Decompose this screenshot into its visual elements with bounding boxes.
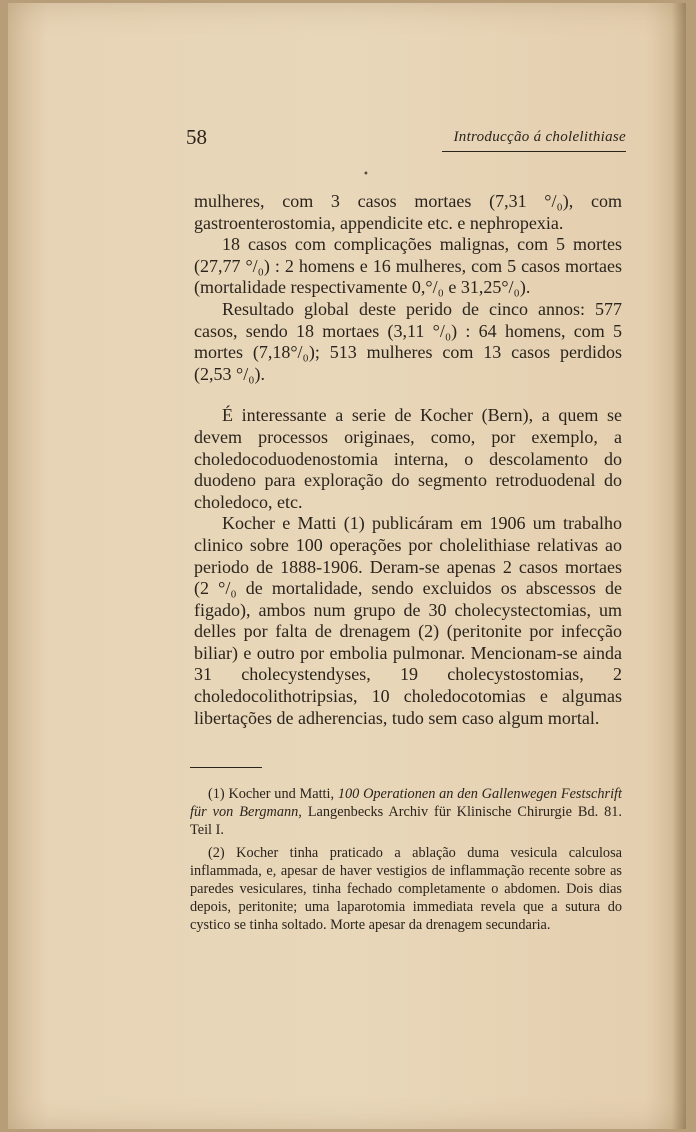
- page-edge-shadow: [672, 3, 686, 1129]
- header-rule: [442, 151, 626, 152]
- footnote-text: Kocher tinha praticado a ablação duma vesicula calculosa inflammada, e, apesar de haver vestigios de inflammação recente sobre as paredes vesiculares, tinha fechado completamente o abdomen. Dois dias depois, peritonite; uma laparotomia immediata revela que a sutura do cystico se tinha soltado. Morte apesar da drenagem secundaria.: [190, 844, 622, 934]
- footnotes: [190, 785, 622, 939]
- footnote-2: [190, 844, 622, 935]
- paragraph: mulheres, com 3 casos mortaes (7,31 °/₀), com gastroenterostomia, appendicite etc. e nephropexia.: [194, 191, 622, 233]
- footnote-reference: Langenbecks Archiv für Klinische Chirurgie Bd. 81. Teil I.: [190, 804, 622, 839]
- footnote-marker: (1): [208, 786, 225, 802]
- footnote-1: [190, 785, 622, 840]
- page-header: [186, 121, 626, 155]
- paragraph: Kocher e Matti (1) publicáram em 1906 um trabalho clinico sobre 100 operações por cholelithiase relativas ao periodo de 1888-1906. Deram-se apenas 2 casos mortaes (2 °/₀ de mortalidade, sendo excluidos os abscessos de figado), ambos num grupo de 30 cholecystectomias, um delles por falta de drenagem (2) (peritonite por infecção biliar) e outro por embolia pulmonar. Mencionam-se ainda 31 cholecystendyses, 19 cholecystostomias, 2 choledocolithotripsias, 10 choledocotomias e algumas libertações de adherencias, tudo sem caso algum mortal.: [194, 513, 622, 728]
- paragraph: É interessante a serie de Kocher (Bern), a quem se devem processos originaes, como, por exemplo, a choledocoduodenostomia interna, o descolamento do duodeno para exploração do segmento retroduodenal do choledoco, etc.: [194, 405, 622, 512]
- paragraph: Resultado global deste perido de cinco annos: 577 casos, sendo 18 mortaes (3,11 °/₀) : 64 homens, com 5 mortes (7,18°/₀); 513 mulheres com 13 casos perdidos (2,53 °/₀).: [194, 298, 622, 384]
- footnote-marker: (2): [208, 844, 225, 861]
- footnote-title: 100 Operationen an den Gallenwegen Festschrift für von Bergmann,: [190, 786, 622, 821]
- body-text: [194, 191, 622, 729]
- paragraph: 18 casos com complicações malignas, com 5 mortes (27,77 °/₀) : 2 homens e 16 mulheres, com 5 casos mortaes (mortalidade respectivamente 0,°/₀ e 31,25°/₀).: [194, 234, 622, 298]
- ink-speck: •: [363, 169, 369, 180]
- page-number: 58: [186, 125, 207, 149]
- footnote-authors: Kocher und Matti,: [228, 786, 335, 802]
- running-head: Introducção á cholelithiase: [453, 129, 626, 145]
- footnote-rule: [190, 767, 262, 768]
- book-page: [8, 3, 686, 1129]
